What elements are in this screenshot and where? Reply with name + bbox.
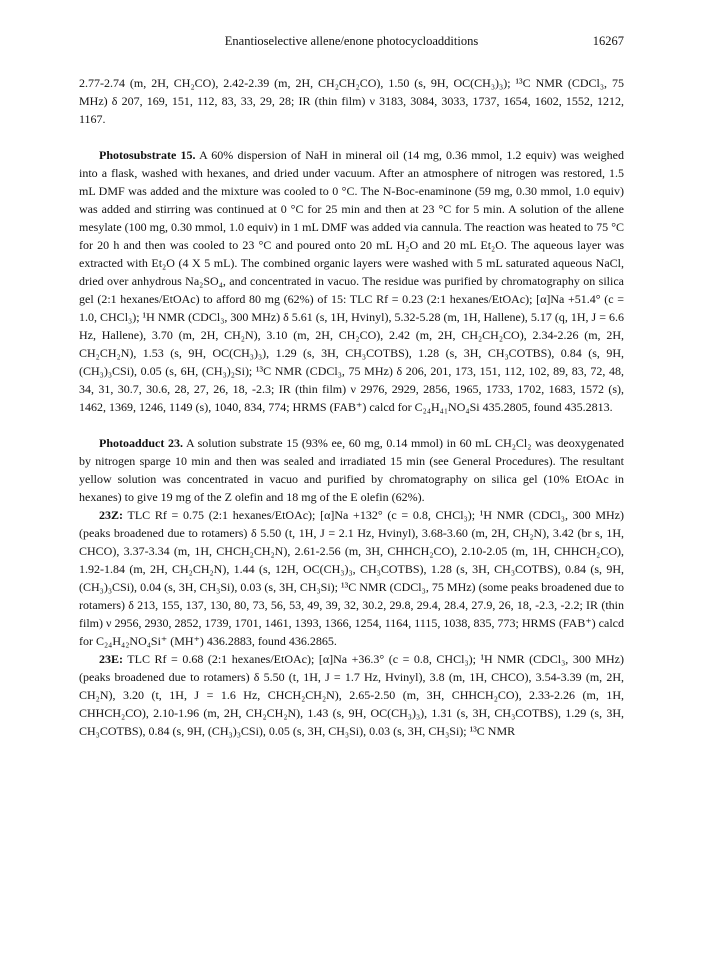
paragraph-photosubstrate-15 — [79, 146, 624, 416]
page-header — [79, 34, 624, 50]
page-number: 16267 — [592, 34, 624, 48]
paragraph-lead: 23E: — [99, 652, 123, 666]
paragraph-text: TLC Rf = 0.68 (2:1 hexanes/EtOAc); [α]Na +36.3° (c = 0.8, CHCl₃); ¹H NMR (CDCl₃, 300 MHz) (peaks broadened due to rotamers) δ 5.50 (t, 1H, J = 1.7 Hz, Hvinyl), 3.8 (m, 1H, CHCO), 3.54-3.39 (m, 2H, CH₂N), 3.20 (t, 1H, J = 1.6 Hz, CHCH₂CH₂N), 2.65-2.50 (m, 3H, CHHCH₂CO), 2.33-2.26 (m, 1H, CHHCH₂CO), 2.10-1.96 (m, 2H, CH₂CH₂N), 1.43 (s, 9H, OC(CH₃)₃), 1.31 (s, 3H, CH₃COTBS), 1.29 (s, 3H, CH₃COTBS), 0.84 (s, 9H, (CH₃)₃CSi), 0.05 (s, 3H, CH₃Si), 0.03 (s, 3H, CH₃Si); ¹³C NMR — [79, 652, 624, 738]
paragraph-text: TLC Rf = 0.75 (2:1 hexanes/EtOAc); [α]Na +132° (c = 0.8, CHCl₃); ¹H NMR (CDCl₃, 300 MHz) (peaks broadened due to rotamers) δ 5.50 (t, 1H, J = 2.1 Hz, Hvinyl), 3.68-3.60 (m, 2H, CH₂N), 3.42 (br s, 1H, CHCO), 3.37-3.34 (m, 1H, CHCH₂CH₂N), 2.61-2.56 (m, 3H, CHHCH₂CO), 2.10-2.05 (m, 1H, CHHCH₂CO), 1.92-1.84 (m, 2H, CH₂CH₂N), 1.44 (s, 12H, OC(CH₃)₃, CH₃COTBS), 1.28 (s, 3H, CH₃COTBS), 0.84 (s, 9H, (CH₃)₃CSi), 0.04 (s, 3H, CH₃Si), 0.03 (s, 3H, CH₃Si); ¹³C NMR (CDCl₃, 75 MHz) (some peaks broadened due to rotamers) δ 213, 155, 137, 130, 80, 73, 56, 53, 49, 39, 32, 30.2, 29.8, 29.4, 28.4, 27.9, 26, 18, -2.3, -2.2; IR (thin film) ν 2956, 2930, 2852, 1739, 1701, 1461, 1393, 1366, 1254, 1164, 1115, 1038, 835, 773; HRMS (FAB⁺) calcd for C₂₄H₄₂NO₄Si⁺ (MH⁺) 436.2883, found 436.2865. — [79, 508, 624, 648]
paragraph-photoadduct-23 — [79, 434, 624, 506]
paragraph-text: A solution substrate 15 (93% ee, 60 mg, 0.14 mmol) in 60 mL CH₂Cl₂ was deoxygenated by nitrogen sparge 10 min and then was sealed and irradiated 15 min (see General Procedures). The resultant yellow solution was concentrated in vacuo and purified by chromatography on silica gel (10% EtOAc in hexanes) to give 19 mg of the Z olefin and 18 mg of the E olefin (62%). — [79, 436, 625, 504]
running-title: Enantioselective allene/enone photocycloadditions — [224, 34, 479, 48]
paragraph-lead: Photoadduct 23. — [99, 436, 183, 450]
paragraph-text: A 60% dispersion of NaH in mineral oil (14 mg, 0.36 mmol, 1.2 equiv) was weighed into a flask, washed with hexanes, and dried under vacuum. After an atmosphere of nitrogen was restored, 1.5 mL DMF was added and the mixture was cooled to 0 °C. The N-Boc-enaminone (59 mg, 0.30 mmol, 1.0 equiv) was added and stirring was continued at 0 °C for 25 min and then at 23 °C for 5 min. A solution of the allene mesylate (100 mg, 0.30 mmol, 1.0 equiv) in 1 mL DMF was added via cannula. The reaction was heated to 75 °C for 20 h and then was cooled to 23 °C and poured onto 20 mL H₂O and 20 mL Et₂O. The aqueous layer was extracted with Et₂O (4 X 5 mL). The combined organic layers were washed with 5 mL saturated aqueous NaCl, dried over anhydrous Na₂SO₄, and concentrated in vacuo. The residue was purified by chromatography on silica gel (2:1 hexanes/EtOAc) to afford 80 mg (62%) of 15: TLC Rf = 0.23 (2:1 hexanes/EtOAc); [α]Na +51.4° (c = 1.0, CHCl₃); ¹H NMR (CDCl₃, 300 MHz) δ 5.61 (s, 1H, Hvinyl), 5.32-5.28 (m, 1H, Hallene), 5.17 (q, 1H, J = 6.6 Hz, Hallene), 3.70 (m, 2H, CH₂N), 3.10 (m, 2H, CH₂CO), 2.42 (m, 2H, CH₂CH₂CO), 2.34-2.26 (m, 2H, CH₂CH₂N), 1.53 (s, 9H, OC(CH₃)₃), 1.29 (s, 3H, CH₃COTBS), 1.28 (s, 3H, CH₃COTBS), 0.84 (s, 9H, (CH₃)₃CSi), 0.05 (s, 6H, (CH₃)₂Si); ¹³C NMR (CDCl₃, 75 MHz) δ 206, 201, 173, 151, 112, 102, 89, 83, 72, 48, 34, 31, 30.7, 30.6, 28, 27, 26, 18, -2.3; IR (thin film) ν 2976, 2929, 2856, 1965, 1733, 1702, 1683, 1572 (s), 1462, 1369, 1246, 1149 (s), 1040, 834, 774; HRMS (FAB⁺) calcd for C₂₄H₄₁NO₄Si 435.2805, found 435.2813. — [79, 148, 624, 414]
paragraph-continued-data — [79, 74, 624, 128]
article-body — [79, 74, 624, 740]
paragraph-text: 2.77-2.74 (m, 2H, CH₂CO), 2.42-2.39 (m, 2H, CH₂CH₂CO), 1.50 (s, 9H, OC(CH₃)₃); ¹³C NMR (CDCl₃, 75 MHz) δ 207, 169, 151, 112, 83, 33, 29, 28; IR (thin film) ν 3183, 3084, 3033, 1737, 1654, 1602, 1552, 1212, 1167. — [79, 76, 624, 126]
paragraph-23z — [79, 506, 624, 650]
paragraph-lead: 23Z: — [99, 508, 123, 522]
paragraph-lead: Photosubstrate 15. — [99, 148, 196, 162]
paragraph-23e — [79, 650, 624, 740]
